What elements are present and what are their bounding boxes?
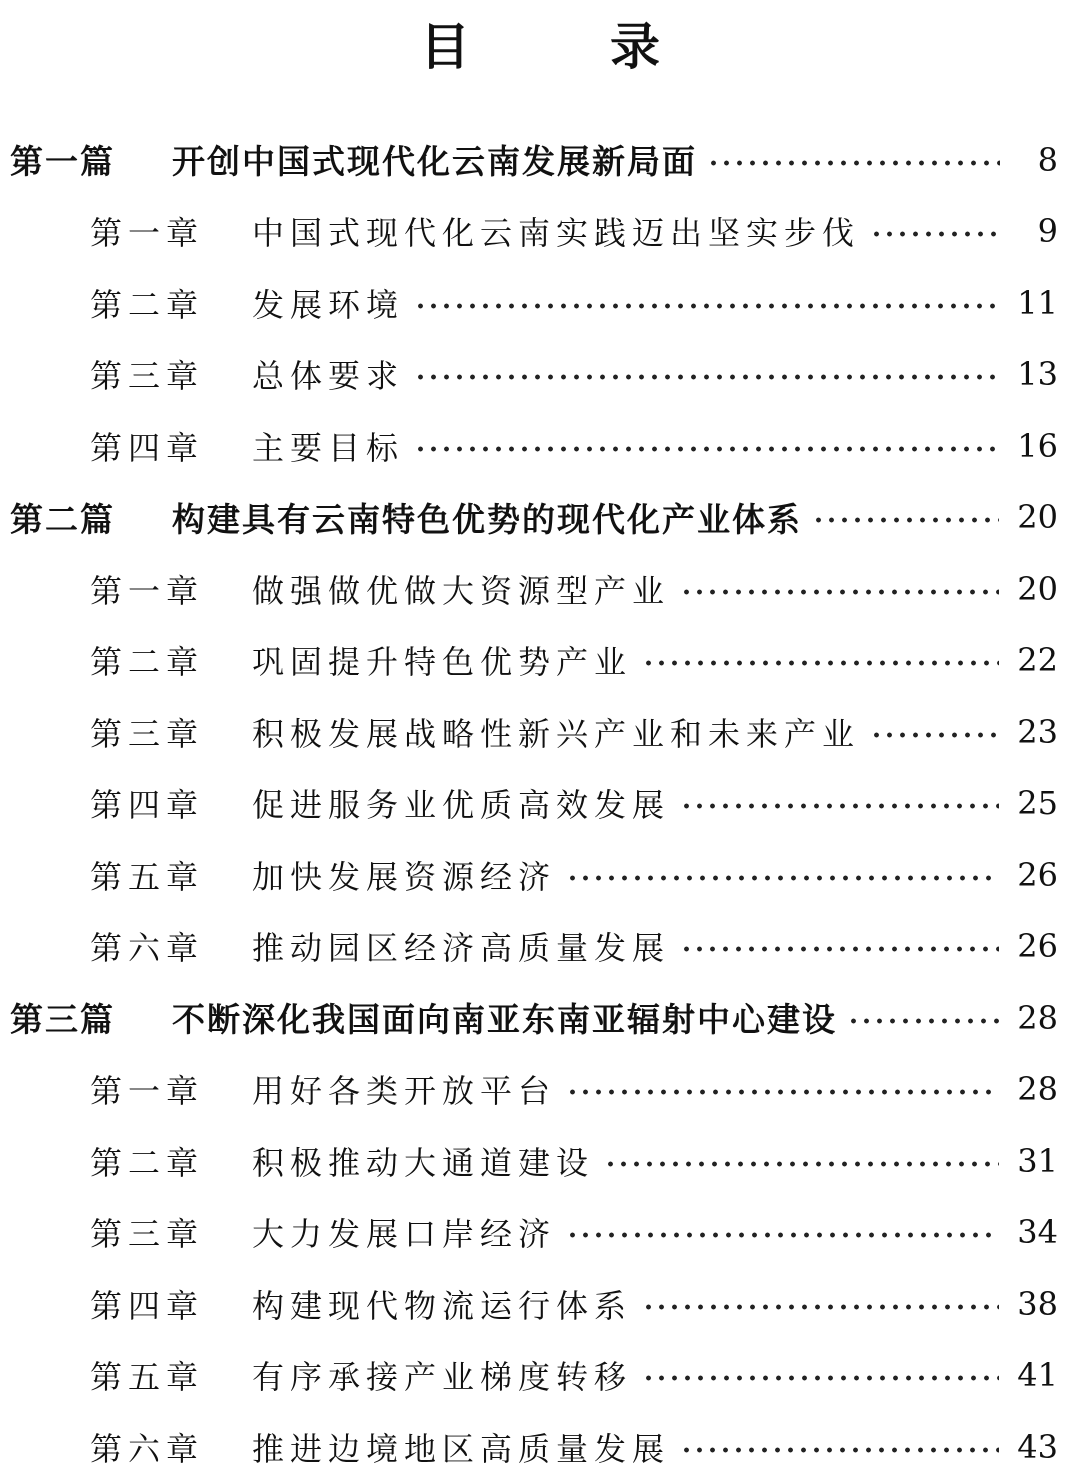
chapter-heading: 促进服务业优质高效发展 — [252, 786, 671, 825]
dot-leader — [642, 1374, 999, 1382]
toc-chapter[interactable] — [0, 267, 1080, 339]
page-number: 31 — [1017, 1141, 1058, 1180]
chapter-heading: 积极推动大通道建设 — [252, 1143, 595, 1182]
toc-chapter[interactable] — [0, 911, 1080, 983]
toc-chapter[interactable] — [0, 1197, 1080, 1269]
toc-chapter[interactable] — [0, 1268, 1080, 1340]
dot-leader — [414, 445, 999, 453]
chapter-label: 第六章 — [90, 929, 205, 968]
chapter-heading: 加快发展资源经济 — [252, 857, 557, 896]
part-heading: 开创中国式现代化云南发展新局面 — [172, 142, 697, 182]
page-number: 38 — [1017, 1284, 1058, 1323]
chapter-heading: 中国式现代化云南实践迈出坚实步伐 — [252, 214, 861, 253]
toc-chapter[interactable] — [0, 1340, 1080, 1412]
toc-part-1[interactable] — [0, 124, 1080, 196]
page-number: 28 — [1017, 998, 1058, 1037]
chapter-heading: 推动园区经济高质量发展 — [252, 929, 671, 968]
dot-leader — [566, 1231, 999, 1239]
dot-leader — [566, 874, 999, 882]
page-number: 23 — [1017, 712, 1058, 751]
dot-leader — [870, 731, 999, 739]
toc-chapter[interactable] — [0, 553, 1080, 625]
part-heading: 构建具有云南特色优势的现代化产业体系 — [172, 499, 802, 539]
chapter-heading: 用好各类开放平台 — [252, 1072, 557, 1111]
page-number: 25 — [1017, 784, 1058, 823]
toc-chapter[interactable] — [0, 196, 1080, 268]
chapter-label: 第四章 — [90, 1286, 205, 1325]
page-number: 20 — [1017, 498, 1058, 537]
toc-chapter[interactable] — [0, 625, 1080, 697]
dot-leader — [680, 945, 999, 953]
chapter-label: 第一章 — [90, 571, 205, 610]
page-number: 28 — [1017, 1070, 1058, 1109]
chapter-label: 第四章 — [90, 786, 205, 825]
chapter-heading: 做强做优做大资源型产业 — [252, 571, 671, 610]
part-heading: 不断深化我国面向南亚东南亚辐射中心建设 — [172, 1000, 837, 1040]
chapter-heading: 大力发展口岸经济 — [252, 1215, 557, 1254]
dot-leader — [680, 802, 999, 810]
dot-leader — [812, 516, 999, 524]
chapter-heading: 巩固提升特色优势产业 — [252, 643, 633, 682]
dot-leader — [642, 659, 999, 667]
part-label: 第三篇 — [10, 1000, 115, 1040]
page-number: 13 — [1017, 355, 1058, 394]
chapter-heading: 总体要求 — [252, 357, 405, 396]
part-label: 第二篇 — [10, 499, 115, 539]
page-title: 目 录 — [420, 17, 705, 76]
chapter-label: 第三章 — [90, 714, 205, 753]
dot-leader — [870, 230, 1000, 238]
dot-leader — [414, 302, 999, 310]
dot-leader — [680, 588, 999, 596]
page-number: 9 — [1037, 212, 1058, 251]
dot-leader — [414, 373, 999, 381]
dot-leader — [707, 159, 1000, 167]
chapter-label: 第二章 — [90, 1143, 205, 1182]
chapter-heading: 积极发展战略性新兴产业和未来产业 — [252, 714, 861, 753]
part-label: 第一篇 — [10, 142, 115, 182]
page-number: 20 — [1017, 569, 1058, 608]
toc-chapter[interactable] — [0, 410, 1080, 482]
page-number: 22 — [1017, 641, 1058, 680]
chapter-label: 第六章 — [90, 1429, 205, 1468]
chapter-label: 第一章 — [90, 1072, 205, 1111]
page-number: 26 — [1017, 927, 1058, 966]
page-number: 11 — [1017, 283, 1058, 322]
chapter-label: 第三章 — [90, 357, 205, 396]
dot-leader — [680, 1446, 999, 1454]
dot-leader — [642, 1303, 999, 1311]
page-number: 41 — [1017, 1356, 1058, 1395]
chapter-label: 第四章 — [90, 428, 205, 467]
toc-chapter[interactable] — [0, 1054, 1080, 1126]
toc-chapter[interactable] — [0, 339, 1080, 411]
chapter-label: 第二章 — [90, 643, 205, 682]
chapter-heading: 有序承接产业梯度转移 — [252, 1358, 633, 1397]
page-number: 26 — [1017, 855, 1058, 894]
table-of-contents — [0, 124, 1080, 1483]
page-number: 8 — [1037, 140, 1058, 179]
page-number: 16 — [1017, 426, 1058, 465]
chapter-label: 第五章 — [90, 857, 205, 896]
dot-leader — [566, 1088, 999, 1096]
toc-chapter[interactable] — [0, 768, 1080, 840]
toc-part-3[interactable] — [0, 982, 1080, 1054]
chapter-heading: 推进边境地区高质量发展 — [252, 1429, 671, 1468]
page-number: 34 — [1017, 1213, 1058, 1252]
toc-chapter[interactable] — [0, 1411, 1080, 1483]
chapter-label: 第一章 — [90, 214, 205, 253]
page-number: 43 — [1017, 1427, 1058, 1466]
dot-leader — [847, 1017, 999, 1025]
toc-part-2[interactable] — [0, 482, 1080, 554]
chapter-heading: 发展环境 — [252, 285, 405, 324]
toc-chapter[interactable] — [0, 839, 1080, 911]
toc-chapter[interactable] — [0, 696, 1080, 768]
chapter-heading: 主要目标 — [252, 428, 405, 467]
dot-leader — [604, 1160, 999, 1168]
chapter-label: 第五章 — [90, 1358, 205, 1397]
toc-chapter[interactable] — [0, 1125, 1080, 1197]
chapter-label: 第三章 — [90, 1215, 205, 1254]
chapter-label: 第二章 — [90, 285, 205, 324]
chapter-heading: 构建现代物流运行体系 — [252, 1286, 633, 1325]
